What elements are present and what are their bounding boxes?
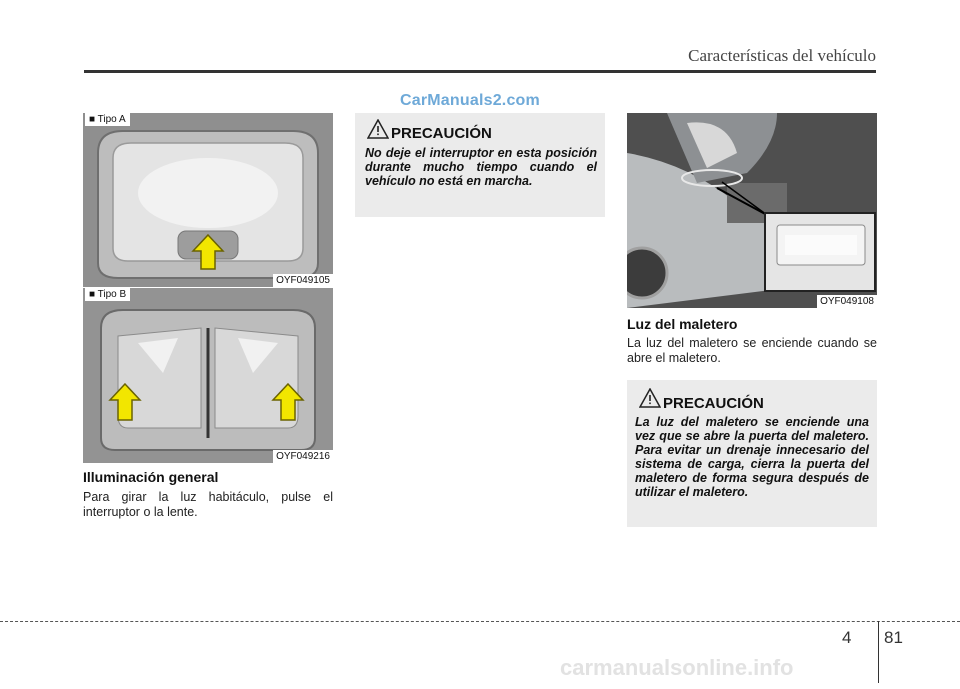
caution-text: La luz del maletero se enciende una vez que se abre la puerta del maletero. Para evitar un drenaje innecesario del sistema de carga, cierra la puerta del maletero de forma segura después de utilizar el maletero. (635, 415, 869, 499)
dome-light-type-b-photo (83, 288, 333, 463)
type-b-label: ■ Tipo B (85, 288, 130, 301)
warning-triangle-icon (639, 388, 661, 408)
header-rule (84, 70, 876, 73)
dome-light-b-illustration (83, 288, 333, 463)
type-a-label: ■ Tipo A (85, 113, 130, 126)
dome-light-a-illustration (83, 113, 333, 287)
trunk-light-text: La luz del maletero se enciende cuando se abre el maletero. (627, 336, 877, 365)
trunk-illustration (627, 113, 877, 308)
image-code: OYF049216 (273, 450, 333, 463)
trunk-light-heading: Luz del maletero (627, 316, 738, 332)
general-lighting-heading: Illuminación general (83, 469, 219, 485)
caution-title: PRECAUCIÓN (391, 125, 492, 142)
chapter-number: 4 (842, 628, 852, 647)
warning-triangle-icon (367, 119, 389, 139)
page-number: 81 (884, 628, 903, 647)
trunk-photo (627, 113, 877, 308)
caution-box (627, 380, 877, 527)
footer-watermark[interactable]: carmanualsonline.info (560, 655, 794, 680)
dome-light-type-a-photo (83, 113, 333, 287)
section-title: Características del vehículo (688, 46, 876, 65)
image-code: OYF049108 (817, 295, 877, 308)
footer-rule (0, 621, 960, 622)
caution-title: PRECAUCIÓN (663, 395, 764, 412)
caution-box (355, 113, 605, 217)
caution-text: No deje el interruptor en esta posición durante mucho tiempo cuando el vehículo no está en marcha. (365, 146, 597, 188)
page-separator (878, 621, 879, 683)
site-watermark[interactable]: CarManuals2.com (400, 92, 540, 109)
image-code: OYF049105 (273, 274, 333, 287)
general-lighting-text: Para girar la luz habitáculo, pulse el interruptor o la lente. (83, 490, 333, 519)
